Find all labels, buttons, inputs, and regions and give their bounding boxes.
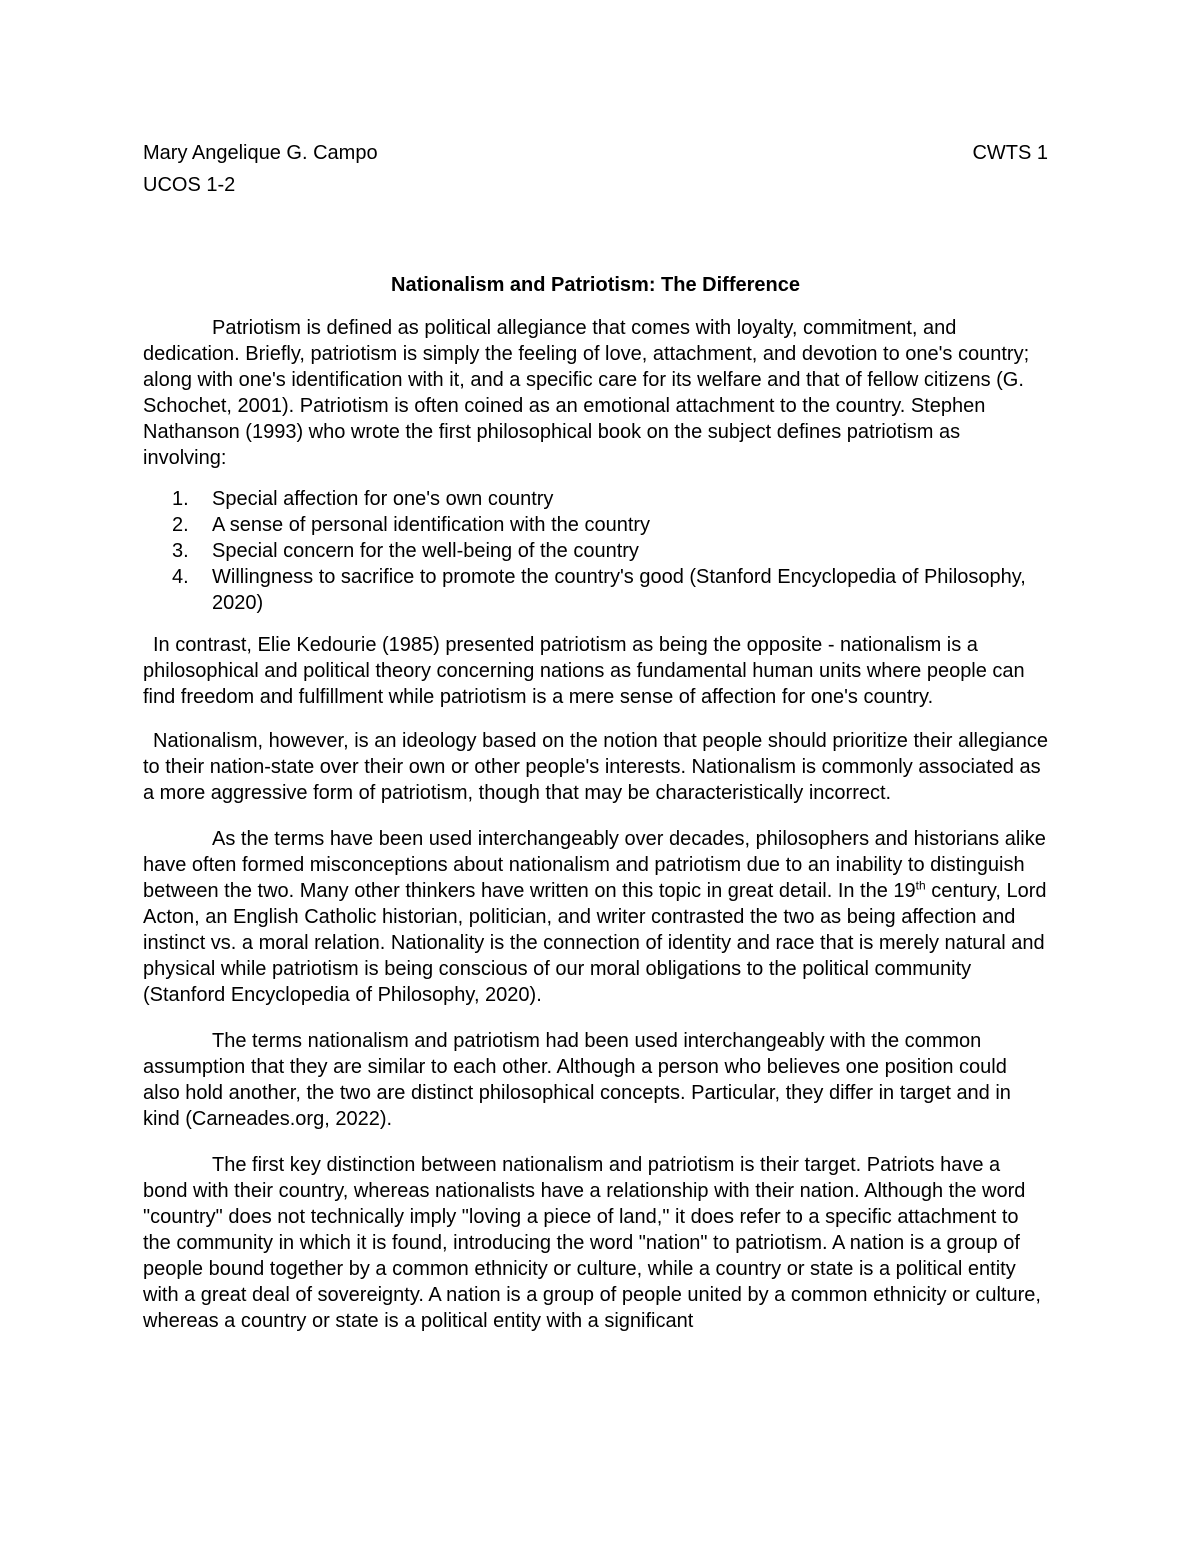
- list-item: [172, 486, 1048, 512]
- paragraph-4-part-2: century, Lord Acton, an English Catholic historian, politician, and writer contrasted the two as being affection and instinct vs. a moral relation. Nationality is the connection of identity and race that is merely natural and physical while patriotism is being conscious of our moral obligations to the political community (Stanford Encyclopedia of Philosophy, 2020).: [143, 880, 1047, 1006]
- course-code: CWTS 1: [972, 142, 1048, 164]
- list-number: 3.: [172, 540, 189, 562]
- list-text: Willingness to sacrifice to promote the country's good (Stanford Encyclopedia of Philosophy, 2020): [212, 566, 1026, 614]
- list-item: [172, 564, 1048, 616]
- author-name: Mary Angelique G. Campo: [143, 142, 378, 164]
- list-item: [172, 538, 1048, 564]
- paragraph-5: The terms nationalism and patriotism had been used interchangeably with the common assumption that they are similar to each other. Although a person who believes one position could also hold another, the two are distinct philosophical concepts. Particular, they differ in target and in kind (Carneades.org, 2022).: [143, 1030, 1011, 1130]
- paragraph-6: The first key distinction between nationalism and patriotism is their target. Patriots have a bond with their country, whereas nationalists have a relationship with their nation. Although the word "country" does not technically imply "loving a piece of land," it does refer to a specific attachment to the community in which it is found, introducing the word "nation" to patriotism. A nation is a group of people bound together by a common ethnicity or culture, while a country or state is a political entity with a great deal of sovereignty. A nation is a group of people united by a common ethnicity or culture, whereas a country or state is a political entity with a significant: [143, 1154, 1041, 1332]
- paragraph-4-part-1: As the terms have been used interchangeably over decades, philosophers and historians alike have often formed misconceptions about nationalism and patriotism due to an inability to distinguish between the two. Many other thinkers have written on this topic in great detail. In the 19: [143, 828, 1046, 902]
- list-number: 4.: [172, 566, 189, 588]
- list-item: [172, 512, 1048, 538]
- list-number: 2.: [172, 514, 189, 536]
- list-text: A sense of personal identification with the country: [212, 514, 651, 536]
- patriotism-list: [143, 486, 1048, 616]
- paragraph-2: In contrast, Elie Kedourie (1985) presented patriotism as being the opposite - nationalism is a philosophical and political theory concerning nations as fundamental human units where people can find freedom and fulfillment while patriotism is a mere sense of affection for one's country.: [143, 634, 1025, 708]
- document-title: Nationalism and Patriotism: The Difference: [391, 274, 800, 296]
- paragraph-4: [143, 826, 1048, 1008]
- superscript-th: th: [915, 878, 926, 893]
- list-number: 1.: [172, 488, 189, 510]
- header-row: [143, 140, 1048, 172]
- section-code: UCOS 1-2: [143, 174, 236, 196]
- list-text: Special affection for one's own country: [212, 488, 554, 510]
- document-body: [143, 140, 1048, 1334]
- paragraph-3: Nationalism, however, is an ideology based on the notion that people should prioritize their allegiance to their nation-state over their own or other people's interests. Nationalism is commonly associated as a more aggressive form of patriotism, though that may be characteristically incorrect.: [143, 730, 1049, 804]
- section-row: [143, 172, 1048, 198]
- paragraph-1: Patriotism is defined as political allegiance that comes with loyalty, commitment, and dedication. Briefly, patriotism is simply the feeling of love, attachment, and devotion to one's country; along with one's identification with it, and a specific care for its welfare and that of fellow citizens (G. Schochet, 2001). Patriotism is often coined as an emotional attachment to the country. Stephen Nathanson (1993) who wrote the first philosophical book on the subject defines patriotism as involving:: [143, 317, 1030, 469]
- list-text: Special concern for the well-being of the country: [212, 540, 639, 562]
